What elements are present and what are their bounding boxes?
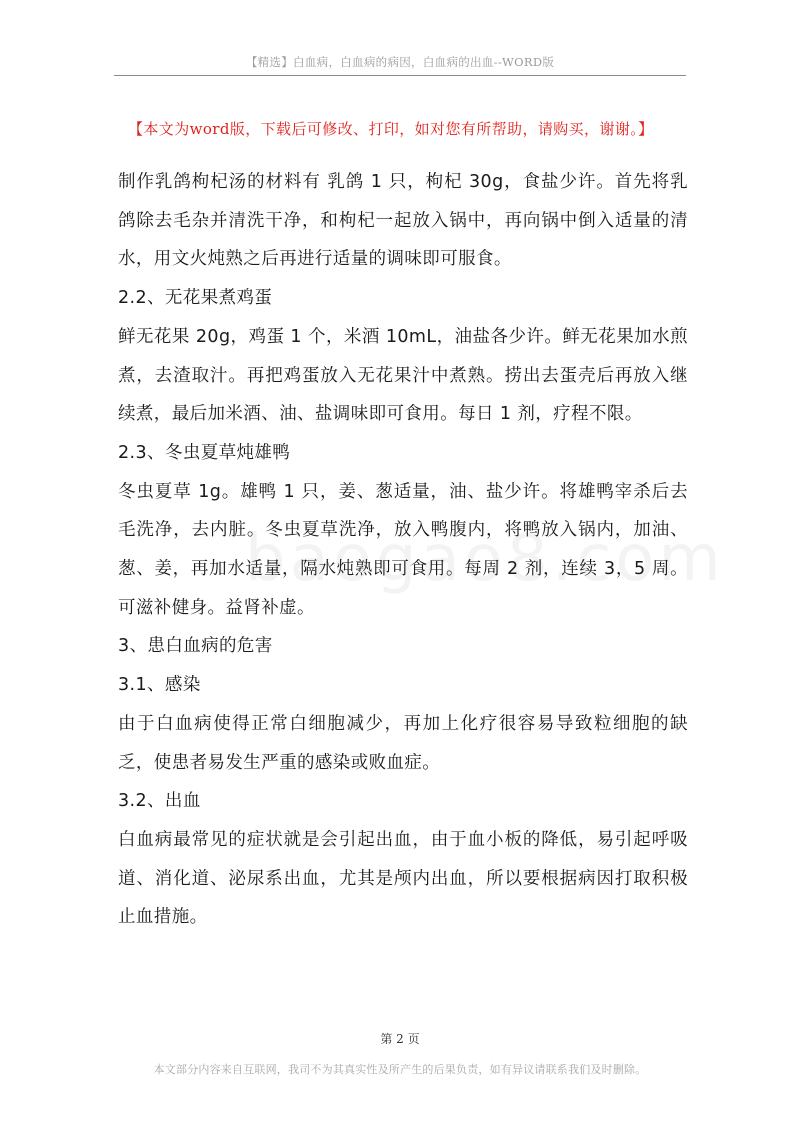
section-heading: 3、患白血病的危害: [118, 636, 273, 657]
section-heading: 2.3、冬虫夏草炖雄鸭: [118, 442, 291, 463]
download-notice: 【本文为word版，下载后可修改、打印，如对您有所帮助，请购买，谢谢。】: [128, 120, 654, 138]
section-heading: 3.2、出血: [118, 791, 201, 812]
section-heading: 2.2、无花果煮鸡蛋: [118, 288, 273, 309]
page-header: 【精选】白血病，白血病的病因，白血病的出血--WORD版: [245, 55, 555, 69]
paragraph: 鲜无花果 20g，鸡蛋 1 个，米酒 10mL，油盐各少许。鲜无花果加水煎煮，去渣取汁。再把鸡蛋放入无花果汁中煮熟。捞出去蛋壳后再放入继续煮，最后加米酒、油、盐调味即可食用。每日 1 剂，疗程不限。: [118, 326, 688, 425]
paragraph: 白血病最常见的症状就是会引起出血，由于血小板的降低，易引起呼吸道、消化道、泌尿系出血，尤其是颅内出血，所以要根据病因打取积极止血措施。: [118, 829, 688, 928]
header-divider: [114, 75, 686, 76]
page-number: 第 2 页: [380, 1032, 420, 1046]
paragraph: 制作乳鸽枸杞汤的材料有 乳鸽 1 只，枸杞 30g，食盐少许。首先将乳鸽除去毛杂并清洗干净，和枸杞一起放入锅中，再向锅中倒入适量的清水，用文火炖熟之后再进行适量的调味即可服食。: [118, 172, 688, 270]
section-heading: 3.1、感染: [118, 675, 201, 696]
page-footer: 本文部分内容来自互联网，我司不为其真实性及所产生的后果负责，如有异议请联系我们及时删除。: [153, 1063, 647, 1076]
paragraph: 冬虫夏草 1g。雄鸭 1 只，姜、葱适量，油、盐少许。将雄鸭宰杀后去毛洗净，去内脏。冬虫夏草洗净，放入鸭腹内，将鸭放入锅内，加油、葱、姜，再加水适量，隔水炖熟即可食用。每周 2 剂，连续 3，5 周。可滋补健身。益肾补虚。: [118, 481, 688, 618]
paragraph: 由于白血病使得正常白细胞减少，再加上化疗很容易导致粒细胞的缺乏，使患者易发生严重的感染或败血症。: [118, 713, 688, 773]
document-body: [118, 163, 688, 937]
